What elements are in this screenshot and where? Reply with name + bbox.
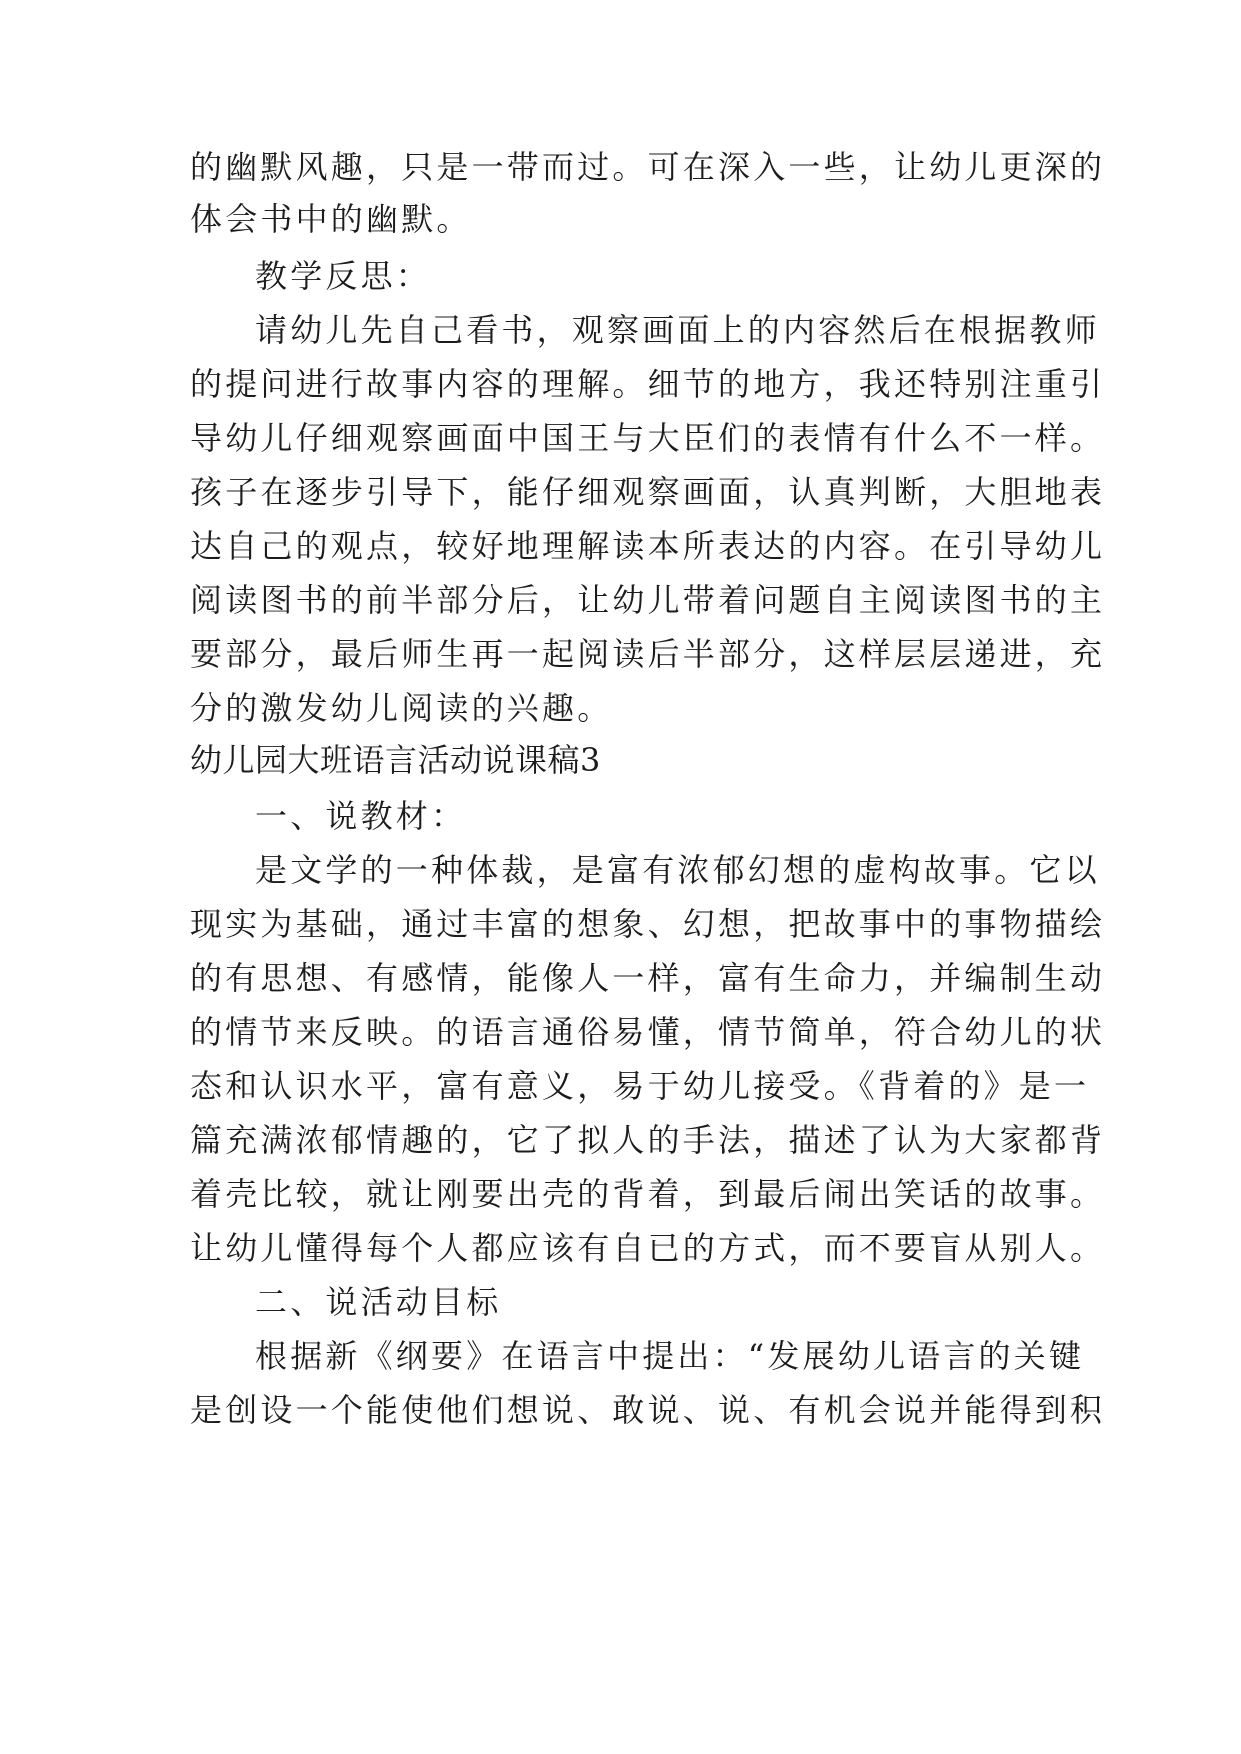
paragraph-line: 导幼儿仔细观察画面中国王与大臣们的表情有什么不一样。 bbox=[190, 419, 1106, 457]
paragraph-line: 是文学的一种体裁，是富有浓郁幻想的虚构故事。它以 bbox=[255, 851, 1100, 889]
paragraph-line: 的情节来反映。的语言通俗易懂，情节简单，符合幼儿的状 bbox=[190, 1013, 1106, 1051]
paragraph-line: 孩子在逐步引导下，能仔细观察画面，认真判断，大胆地表 bbox=[190, 473, 1106, 511]
paragraph-line: 的幽默风趣，只是一带而过。可在深入一些，让幼儿更深的 bbox=[190, 148, 1106, 186]
paragraph-line: 着壳比较，就让刚要出壳的背着，到最后闹出笑话的故事。 bbox=[190, 1175, 1106, 1213]
paragraph-line: 阅读图书的前半部分后，让幼儿带着问题自主阅读图书的主 bbox=[190, 581, 1106, 619]
paragraph-line: 篇充满浓郁情趣的，它了拟人的手法，描述了认为大家都背 bbox=[190, 1121, 1106, 1159]
section-label-textbook: 一、说教材： bbox=[255, 797, 467, 835]
document-heading: 幼儿园大班语言活动说课稿3 bbox=[190, 741, 601, 779]
paragraph-line: 现实为基础，通过丰富的想象、幻想，把故事中的事物描绘 bbox=[190, 905, 1106, 943]
paragraph-line: 达自己的观点，较好地理解读本所表达的内容。在引导幼儿 bbox=[190, 527, 1106, 565]
paragraph-line: 的提问进行故事内容的理解。细节的地方，我还特别注重引 bbox=[190, 365, 1106, 403]
paragraph-line: 让幼儿懂得每个人都应该有自已的方式，而不要盲从别人。 bbox=[190, 1229, 1106, 1267]
section-label-activity-goals: 二、说活动目标 bbox=[255, 1283, 502, 1321]
paragraph-line: 根据新《纲要》在语言中提出：“发展幼儿语言的关键 bbox=[255, 1337, 1085, 1375]
paragraph-line: 体会书中的幽默。 bbox=[190, 200, 472, 238]
paragraph-line: 请幼儿先自己看书，观察画面上的内容然后在根据教师 bbox=[255, 311, 1100, 349]
section-label-teaching-reflection: 教学反思： bbox=[255, 257, 432, 295]
paragraph-line: 分的激发幼儿阅读的兴趣。 bbox=[190, 689, 613, 727]
paragraph-line: 要部分，最后师生再一起阅读后半部分，这样层层递进，充 bbox=[190, 635, 1106, 673]
paragraph-line: 的有思想、有感情，能像人一样，富有生命力，并编制生动 bbox=[190, 959, 1106, 997]
paragraph-line: 是创设一个能使他们想说、敢说、说、有机会说并能得到积 bbox=[190, 1391, 1106, 1429]
paragraph-line: 态和认识水平，富有意义，易于幼儿接受。《背着的》是一 bbox=[190, 1067, 1090, 1105]
